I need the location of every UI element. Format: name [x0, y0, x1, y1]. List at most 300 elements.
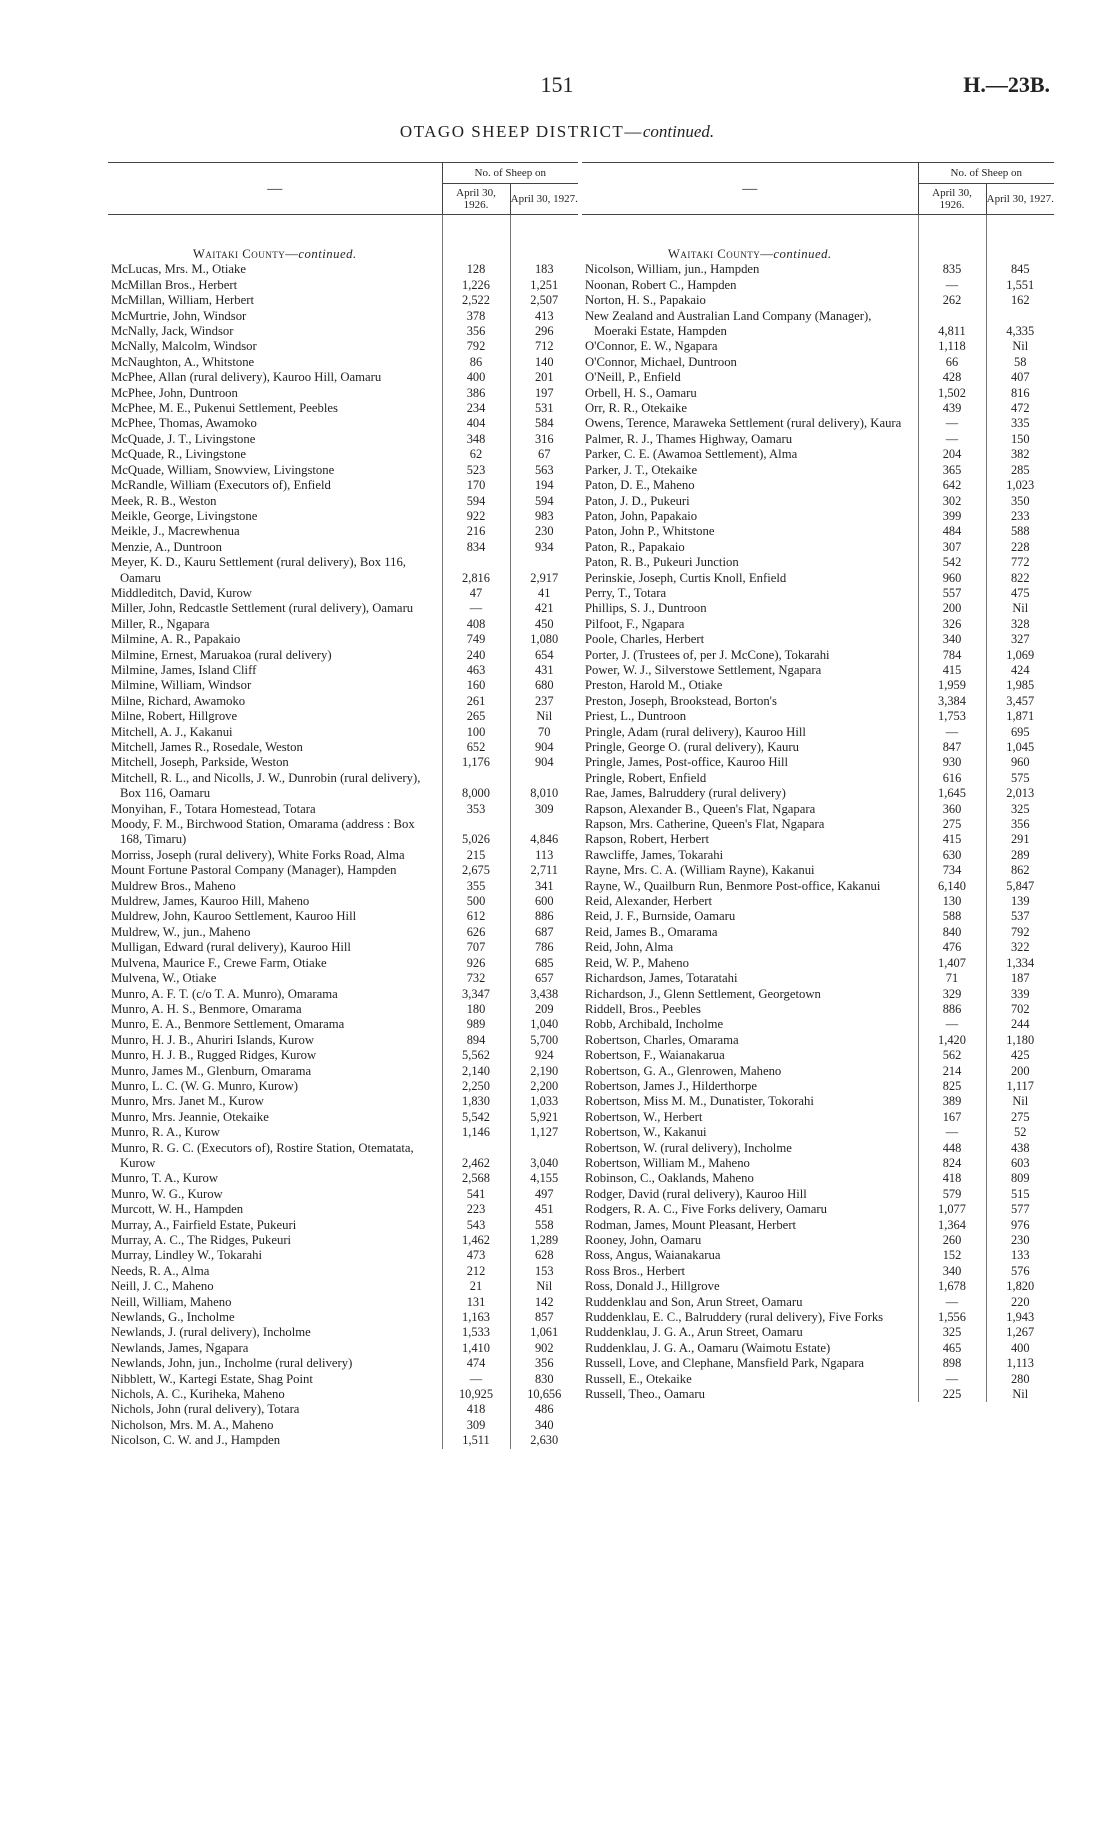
- sheep-count-1926: 652: [442, 740, 510, 755]
- owner-name: Milne, Richard, Awamoko: [111, 693, 246, 708]
- sheep-count-1926: 1,645: [918, 786, 986, 801]
- sheep-count-1927: 576: [986, 1264, 1054, 1279]
- sheep-count-1927: 309: [510, 802, 578, 817]
- table-row: [582, 601, 1054, 616]
- sheep-count-1926: 5,562: [442, 1048, 510, 1063]
- owner-name: Mulvena, W., Otiake: [111, 971, 217, 986]
- sheep-count-1927: 1,180: [986, 1033, 1054, 1048]
- sheep-count-1926: 2,522: [442, 293, 510, 308]
- owner-name: McMillan, William, Herbert: [111, 293, 255, 308]
- sheep-count-1927: 350: [986, 494, 1054, 509]
- owner-name: Porter, J. (Trustees of, per J. McCone), Tokarahi: [585, 647, 830, 662]
- owner-name: Munro, James M., Glenburn, Omarama: [111, 1063, 312, 1078]
- sheep-count-1926: 1,364: [918, 1218, 986, 1233]
- sheep-count-1926: —: [918, 278, 986, 293]
- sheep-count-1927: 537: [986, 909, 1054, 924]
- table-row: [108, 1387, 578, 1402]
- sheep-count-1926: 542: [918, 555, 986, 570]
- table-row: [108, 293, 578, 308]
- sheep-count-1926: 500: [442, 894, 510, 909]
- sheep-count-1927: 3,040: [510, 1141, 578, 1172]
- sheep-count-1927: 475: [986, 586, 1054, 601]
- owner-name: Meek, R. B., Weston: [111, 493, 217, 508]
- sheep-count-1926: 329: [918, 987, 986, 1002]
- owner-name: Mulvena, Maurice F., Crewe Farm, Otiake: [111, 955, 327, 970]
- sheep-count-1926: 825: [918, 1079, 986, 1094]
- sheep-count-1927: 1,943: [986, 1310, 1054, 1325]
- sheep-count-1926: 1,959: [918, 678, 986, 693]
- table-row: [108, 509, 578, 524]
- table-row: [582, 832, 1054, 847]
- table-row: [582, 1094, 1054, 1109]
- owner-name: Munro, A. H. S., Benmore, Omarama: [111, 1001, 302, 1016]
- sheep-count-1926: 180: [442, 1002, 510, 1017]
- owner-name: Munro, L. C. (W. G. Munro, Kurow): [111, 1078, 299, 1093]
- table-row: [582, 432, 1054, 447]
- owner-name: Rapson, Robert, Herbert: [585, 832, 710, 847]
- owner-name: Perinskie, Joseph, Curtis Knoll, Enfield: [585, 570, 787, 585]
- owner-name: Robertson, Miss M. M., Dunatister, Tokorahi: [585, 1094, 814, 1109]
- owner-name: Meyer, K. D., Kauru Settlement (rural delivery), Box 116, Oamaru: [111, 555, 406, 585]
- table-row: [108, 1171, 578, 1186]
- sheep-count-1926: 594: [442, 494, 510, 509]
- table-row: [108, 879, 578, 894]
- owner-name: Paton, R. B., Pukeuri Junction: [585, 555, 739, 570]
- sheep-count-1926: 200: [918, 601, 986, 616]
- owner-name: Munro, R. A., Kurow: [111, 1125, 220, 1140]
- owner-name: Milmine, William, Windsor: [111, 678, 252, 693]
- sheep-count-1927: 291: [986, 832, 1054, 847]
- table-row: [108, 1295, 578, 1310]
- owner-name: Monyihan, F., Totara Homestead, Totara: [111, 801, 316, 816]
- sheep-count-1926: 404: [442, 416, 510, 431]
- sheep-count-1926: 1,511: [442, 1433, 510, 1448]
- sheep-count-1926: 415: [918, 663, 986, 678]
- section-spacer: [510, 215, 578, 263]
- table-row: [582, 262, 1054, 277]
- table-row: [108, 386, 578, 401]
- table-row: [108, 1402, 578, 1417]
- sheep-count-1926: 439: [918, 401, 986, 416]
- owner-name: Milmine, Ernest, Maruakoa (rural delivery): [111, 647, 332, 662]
- table-row: [108, 971, 578, 986]
- sheep-count-1927: 425: [986, 1048, 1054, 1063]
- table-row: [582, 940, 1054, 955]
- owner-name: Richardson, J., Glenn Settlement, Georgetown: [585, 986, 821, 1001]
- owner-name: Murray, A. C., The Ridges, Pukeuri: [111, 1233, 292, 1247]
- table-row: [582, 339, 1054, 354]
- table-row: [108, 1110, 578, 1125]
- sheep-count-1927: 2,200: [510, 1079, 578, 1094]
- owner-name: Munro, H. J. B., Ahuriri Islands, Kurow: [111, 1032, 314, 1047]
- owner-name: Rae, James, Balruddery (rural delivery): [585, 786, 786, 801]
- table-row: [108, 1433, 578, 1448]
- owner-name: Noonan, Robert C., Hampden: [585, 277, 737, 292]
- owner-name: McQuade, William, Snowview, Livingstone: [111, 462, 335, 477]
- sheep-count-1926: 128: [442, 262, 510, 277]
- owner-name: McNally, Jack, Windsor: [111, 324, 234, 339]
- sheep-count-1927: 237: [510, 694, 578, 709]
- owner-name: Ross, Angus, Waianakarua: [585, 1248, 721, 1263]
- owner-name: McMillan Bros., Herbert: [111, 277, 238, 292]
- table-row: [108, 771, 578, 802]
- table-row: [582, 1356, 1054, 1371]
- sheep-count-1926: 214: [918, 1064, 986, 1079]
- owner-name: McNaughton, A., Whitstone: [111, 354, 255, 369]
- sheep-count-1927: 275: [986, 1110, 1054, 1125]
- sheep-count-1927: 584: [510, 416, 578, 431]
- owner-name: Rapson, Alexander B., Queen's Flat, Ngapara: [585, 801, 816, 816]
- sheep-count-1927: 1,045: [986, 740, 1054, 755]
- table-row: [582, 971, 1054, 986]
- table-row: [108, 370, 578, 385]
- owner-name: Rayne, W., Quailburn Run, Benmore Post-office, Kakanui: [585, 878, 881, 893]
- sheep-count-1927: 194: [510, 478, 578, 493]
- sheep-count-1927: 862: [986, 863, 1054, 878]
- sheep-count-1926: 612: [442, 909, 510, 924]
- owner-name: Paton, J. D., Pukeuri: [585, 493, 690, 508]
- sheep-count-1927: 809: [986, 1171, 1054, 1186]
- table-row: [582, 278, 1054, 293]
- owner-name: Menzie, A., Duntroon: [111, 539, 222, 554]
- table-row: [582, 355, 1054, 370]
- owner-name: Robertson, F., Waianakarua: [585, 1048, 725, 1063]
- sheep-count-1927: 356: [510, 1356, 578, 1371]
- sheep-count-1926: 62: [442, 447, 510, 462]
- table-row: [108, 956, 578, 971]
- table-row: [582, 956, 1054, 971]
- sheep-count-1927: 407: [986, 370, 1054, 385]
- table-row: [108, 1202, 578, 1217]
- sheep-count-1927: 183: [510, 262, 578, 277]
- sheep-count-1926: 234: [442, 401, 510, 416]
- owner-name: Middleditch, David, Kurow: [111, 585, 252, 600]
- table-row: [108, 401, 578, 416]
- sheep-count-1926: 1,533: [442, 1325, 510, 1340]
- sheep-count-1927: 327: [986, 632, 1054, 647]
- sheep-count-1927: 886: [510, 909, 578, 924]
- sheep-count-1927: 2,013: [986, 786, 1054, 801]
- table-row: [108, 1218, 578, 1233]
- sheep-count-1927: 230: [510, 524, 578, 539]
- sheep-count-1927: 187: [986, 971, 1054, 986]
- sheep-count-1927: 1,820: [986, 1279, 1054, 1294]
- owner-name: Reid, John, Alma: [585, 940, 674, 955]
- owner-name: Nicholson, Mrs. M. A., Maheno: [111, 1417, 274, 1432]
- owner-name: Perry, T., Totara: [585, 585, 667, 600]
- sheep-count-1926: 307: [918, 540, 986, 555]
- sheep-count-1926: 265: [442, 709, 510, 724]
- sheep-count-1926: 302: [918, 494, 986, 509]
- table-row: [108, 1141, 578, 1172]
- sheep-count-1926: 1,176: [442, 755, 510, 770]
- owner-name: Nibblett, W., Kartegi Estate, Shag Point: [111, 1371, 313, 1386]
- sheep-count-1926: 152: [918, 1248, 986, 1263]
- sheep-count-1926: 353: [442, 802, 510, 817]
- table-row: [108, 740, 578, 755]
- sheep-count-1927: 2,630: [510, 1433, 578, 1448]
- owner-name: Paton, John, Papakaio: [585, 508, 698, 523]
- owner-name: Newlands, James, Ngapara: [111, 1340, 249, 1355]
- sheep-count-1927: 1,113: [986, 1356, 1054, 1371]
- sheep-count-1927: 1,871: [986, 709, 1054, 724]
- owner-name: Priest, L., Duntroon: [585, 709, 687, 724]
- sheep-count-1927: 70: [510, 725, 578, 740]
- sheep-count-1927: 1,040: [510, 1017, 578, 1032]
- table-row: [108, 863, 578, 878]
- table-row: [582, 416, 1054, 431]
- sheep-count-1927: 830: [510, 1372, 578, 1387]
- sheep-count-1927: 531: [510, 401, 578, 416]
- table-row: [582, 894, 1054, 909]
- table-row: [582, 509, 1054, 524]
- owner-name: Robertson, James J., Hilderthorpe: [585, 1078, 757, 1093]
- table-row: [108, 555, 578, 586]
- sheep-count-1927: 421: [510, 601, 578, 616]
- sheep-count-1926: 630: [918, 848, 986, 863]
- sheep-count-1926: —: [442, 1372, 510, 1387]
- table-row: [582, 586, 1054, 601]
- left-column: [108, 162, 578, 1449]
- sheep-count-1927: 133: [986, 1248, 1054, 1263]
- sheep-count-1926: 2,816: [442, 555, 510, 586]
- table-row: [582, 909, 1054, 924]
- sheep-count-1926: 465: [918, 1341, 986, 1356]
- sheep-count-1927: 497: [510, 1187, 578, 1202]
- sheep-count-1927: 3,457: [986, 694, 1054, 709]
- owner-name: Munro, W. G., Kurow: [111, 1186, 223, 1201]
- table-row: [108, 1325, 578, 1340]
- sheep-count-1927: 335: [986, 416, 1054, 431]
- sheep-count-1927: 902: [510, 1341, 578, 1356]
- owner-name: Norton, H. S., Papakaio: [585, 293, 706, 308]
- table-row: [582, 1125, 1054, 1140]
- sheep-count-1927: 563: [510, 463, 578, 478]
- owner-name: Riddell, Bros., Peebles: [585, 1001, 701, 1016]
- owner-name: Poole, Charles, Herbert: [585, 632, 705, 647]
- sheep-count-1927: 285: [986, 463, 1054, 478]
- year-1926-header: April 30, 1926.: [442, 184, 510, 215]
- sheep-count-1926: 360: [918, 802, 986, 817]
- sheep-count-1927: 1,023: [986, 478, 1054, 493]
- sheep-count-1927: 1,267: [986, 1325, 1054, 1340]
- table-row: [108, 678, 578, 693]
- sheep-count-1926: 989: [442, 1017, 510, 1032]
- owner-name: Ross, Donald J., Hillgrove: [585, 1279, 720, 1294]
- sheep-count-1927: Nil: [510, 1279, 578, 1294]
- table-row: [582, 309, 1054, 340]
- table-row: [108, 1264, 578, 1279]
- table-row: [582, 1279, 1054, 1294]
- sheep-count-1926: 930: [918, 755, 986, 770]
- table-row: [108, 601, 578, 616]
- sheep-count-1927: 431: [510, 663, 578, 678]
- sheep-count-1926: 1,226: [442, 278, 510, 293]
- owner-name: Miller, R., Ngapara: [111, 616, 210, 631]
- table-row: [108, 432, 578, 447]
- owner-name: Mitchell, Joseph, Parkside, Weston: [111, 755, 289, 770]
- owner-name: Milne, Robert, Hillgrove: [111, 709, 238, 724]
- owner-name: Power, W. J., Silverstowe Settlement, Ngapara: [585, 662, 822, 677]
- table-row: [108, 1079, 578, 1094]
- sheep-count-1927: 687: [510, 925, 578, 940]
- sheep-count-1926: 204: [918, 447, 986, 462]
- sheep-count-1926: 707: [442, 940, 510, 955]
- sheep-count-1926: 365: [918, 463, 986, 478]
- sheep-count-1927: Nil: [986, 601, 1054, 616]
- sheep-count-1927: 934: [510, 540, 578, 555]
- table-row: [108, 478, 578, 493]
- table-row: [108, 540, 578, 555]
- table-row: [108, 987, 578, 1002]
- sheep-count-1927: 786: [510, 940, 578, 955]
- sheep-count-1927: 197: [510, 386, 578, 401]
- sheep-count-1927: 2,711: [510, 863, 578, 878]
- sheep-count-1926: 894: [442, 1033, 510, 1048]
- table-row: [108, 339, 578, 354]
- sheep-count-1927: 413: [510, 309, 578, 324]
- sheep-count-1926: —: [918, 1372, 986, 1387]
- sheep-count-1927: 244: [986, 1017, 1054, 1032]
- owner-name: Muldrew, James, Kauroo Hill, Maheno: [111, 894, 310, 909]
- table-row: [582, 401, 1054, 416]
- year-1926-header: April 30, 1926.: [918, 184, 986, 215]
- owner-name: Murcott, W. H., Hampden: [111, 1202, 244, 1217]
- sheep-count-1926: —: [442, 601, 510, 616]
- table-row: [108, 1017, 578, 1032]
- sheep-count-1927: 1,334: [986, 956, 1054, 971]
- sheep-count-1927: 695: [986, 725, 1054, 740]
- sheep-count-1927: 4,335: [986, 309, 1054, 340]
- sheep-count-1927: 2,917: [510, 555, 578, 586]
- sheep-count-1926: —: [918, 416, 986, 431]
- table-row: [582, 1372, 1054, 1387]
- table-row: [582, 1341, 1054, 1356]
- owner-name: Munro, A. F. T. (c/o T. A. Munro), Omarama: [111, 986, 338, 1001]
- sheep-count-1926: 523: [442, 463, 510, 478]
- sheep-count-1927: 328: [986, 617, 1054, 632]
- sheep-count-1926: 1,163: [442, 1310, 510, 1325]
- sheep-count-1927: 577: [986, 1202, 1054, 1217]
- table-row: [582, 678, 1054, 693]
- sheep-count-1927: 8,010: [510, 771, 578, 802]
- table-row: [108, 1033, 578, 1048]
- table-row: [108, 494, 578, 509]
- owner-name: Munro, E. A., Benmore Settlement, Omarama: [111, 1017, 345, 1032]
- sheep-count-1926: 1,407: [918, 956, 986, 971]
- owner-name: Rodgers, R. A. C., Five Forks delivery, Oamaru: [585, 1202, 827, 1217]
- sheep-count-1927: 4,155: [510, 1171, 578, 1186]
- owner-name: Robertson, W., Herbert: [585, 1109, 703, 1124]
- owner-name: Ruddenklau, J. G. A., Arun Street, Oamaru: [585, 1325, 803, 1340]
- table-row: [582, 1033, 1054, 1048]
- owner-name: Neill, J. C., Maheno: [111, 1279, 214, 1294]
- table-row: [582, 755, 1054, 770]
- table-row: [582, 1141, 1054, 1156]
- table-row: [108, 709, 578, 724]
- sheep-count-1926: 484: [918, 524, 986, 539]
- sheep-count-1926: 428: [918, 370, 986, 385]
- sheep-count-1927: 976: [986, 1218, 1054, 1233]
- owner-name: McPhee, M. E., Pukenui Settlement, Peebles: [111, 401, 338, 416]
- owner-name: Robertson, W., Kakanui: [585, 1125, 707, 1140]
- owner-name: Robertson, G. A., Glenrowen, Maheno: [585, 1063, 782, 1078]
- sheep-count-1926: 2,462: [442, 1141, 510, 1172]
- owner-name: Nicolson, C. W. and J., Hampden: [111, 1433, 281, 1448]
- table-row: [108, 755, 578, 770]
- sheep-count-1926: —: [918, 1125, 986, 1140]
- owner-name: Milmine, A. R., Papakaio: [111, 632, 241, 647]
- sheep-count-1926: 400: [442, 370, 510, 385]
- owner-name: Mitchell, A. J., Kakanui: [111, 724, 233, 739]
- sheep-count-1926: 588: [918, 909, 986, 924]
- table-row: [582, 386, 1054, 401]
- table-row: [582, 786, 1054, 801]
- sheep-count-1926: 326: [918, 617, 986, 632]
- sheep-count-1926: 212: [442, 1264, 510, 1279]
- sheep-count-1926: 749: [442, 632, 510, 647]
- sheep-count-1926: 71: [918, 971, 986, 986]
- sheep-count-1926: 543: [442, 1218, 510, 1233]
- table-row: [582, 879, 1054, 894]
- table-row: [582, 663, 1054, 678]
- table-row: [582, 648, 1054, 663]
- table-row: [582, 802, 1054, 817]
- sheep-count-1927: 228: [986, 540, 1054, 555]
- table-row: [108, 694, 578, 709]
- sheep-count-1927: 772: [986, 555, 1054, 570]
- sheep-count-1926: 960: [918, 571, 986, 586]
- section-heading: [108, 215, 442, 263]
- table-row: [108, 663, 578, 678]
- sheep-count-1926: 557: [918, 586, 986, 601]
- sheep-count-1927: 5,700: [510, 1033, 578, 1048]
- table-row: [582, 555, 1054, 570]
- sheep-count-1927: 201: [510, 370, 578, 385]
- owner-name: Rooney, John, Oamaru: [585, 1233, 702, 1247]
- sheep-count-1927: 904: [510, 740, 578, 755]
- sheep-count-1927: 142: [510, 1295, 578, 1310]
- owner-name: Pringle, Adam (rural delivery), Kauroo Hill: [585, 724, 806, 739]
- sheep-count-1926: 732: [442, 971, 510, 986]
- sheep-count-1926: 1,077: [918, 1202, 986, 1217]
- sheep-count-1927: 451: [510, 1202, 578, 1217]
- table-row: [108, 1125, 578, 1140]
- sheep-count-1927: 845: [986, 262, 1054, 277]
- owner-name: Mitchell, R. L., and Nicolls, J. W., Dunrobin (rural delivery), Box 116, Oamaru: [111, 770, 421, 801]
- sheep-count-1926: —: [918, 1295, 986, 1310]
- sheep-count-1926: 130: [918, 894, 986, 909]
- owner-name: Reid, J. F., Burnside, Oamaru: [585, 909, 736, 924]
- table-row: [108, 1094, 578, 1109]
- sheep-count-1927: 139: [986, 894, 1054, 909]
- sheep-count-1927: 340: [510, 1418, 578, 1433]
- sheep-count-1926: 4,811: [918, 309, 986, 340]
- sheep-count-1926: 415: [918, 832, 986, 847]
- sheep-count-1927: 1,251: [510, 278, 578, 293]
- table-row: [582, 1325, 1054, 1340]
- owner-name: Robertson, William M., Maheno: [585, 1155, 750, 1170]
- sheep-count-1926: 1,753: [918, 709, 986, 724]
- owner-name: Munro, Mrs. Janet M., Kurow: [111, 1094, 264, 1109]
- table-row: [108, 648, 578, 663]
- table-row: [108, 1310, 578, 1325]
- sheep-count-1926: 260: [918, 1233, 986, 1248]
- table-row: [582, 571, 1054, 586]
- owner-name: Munro, Mrs. Jeannie, Otekaike: [111, 1109, 269, 1124]
- sheep-count-1927: 1,069: [986, 648, 1054, 663]
- sheep-count-1926: 309: [442, 1418, 510, 1433]
